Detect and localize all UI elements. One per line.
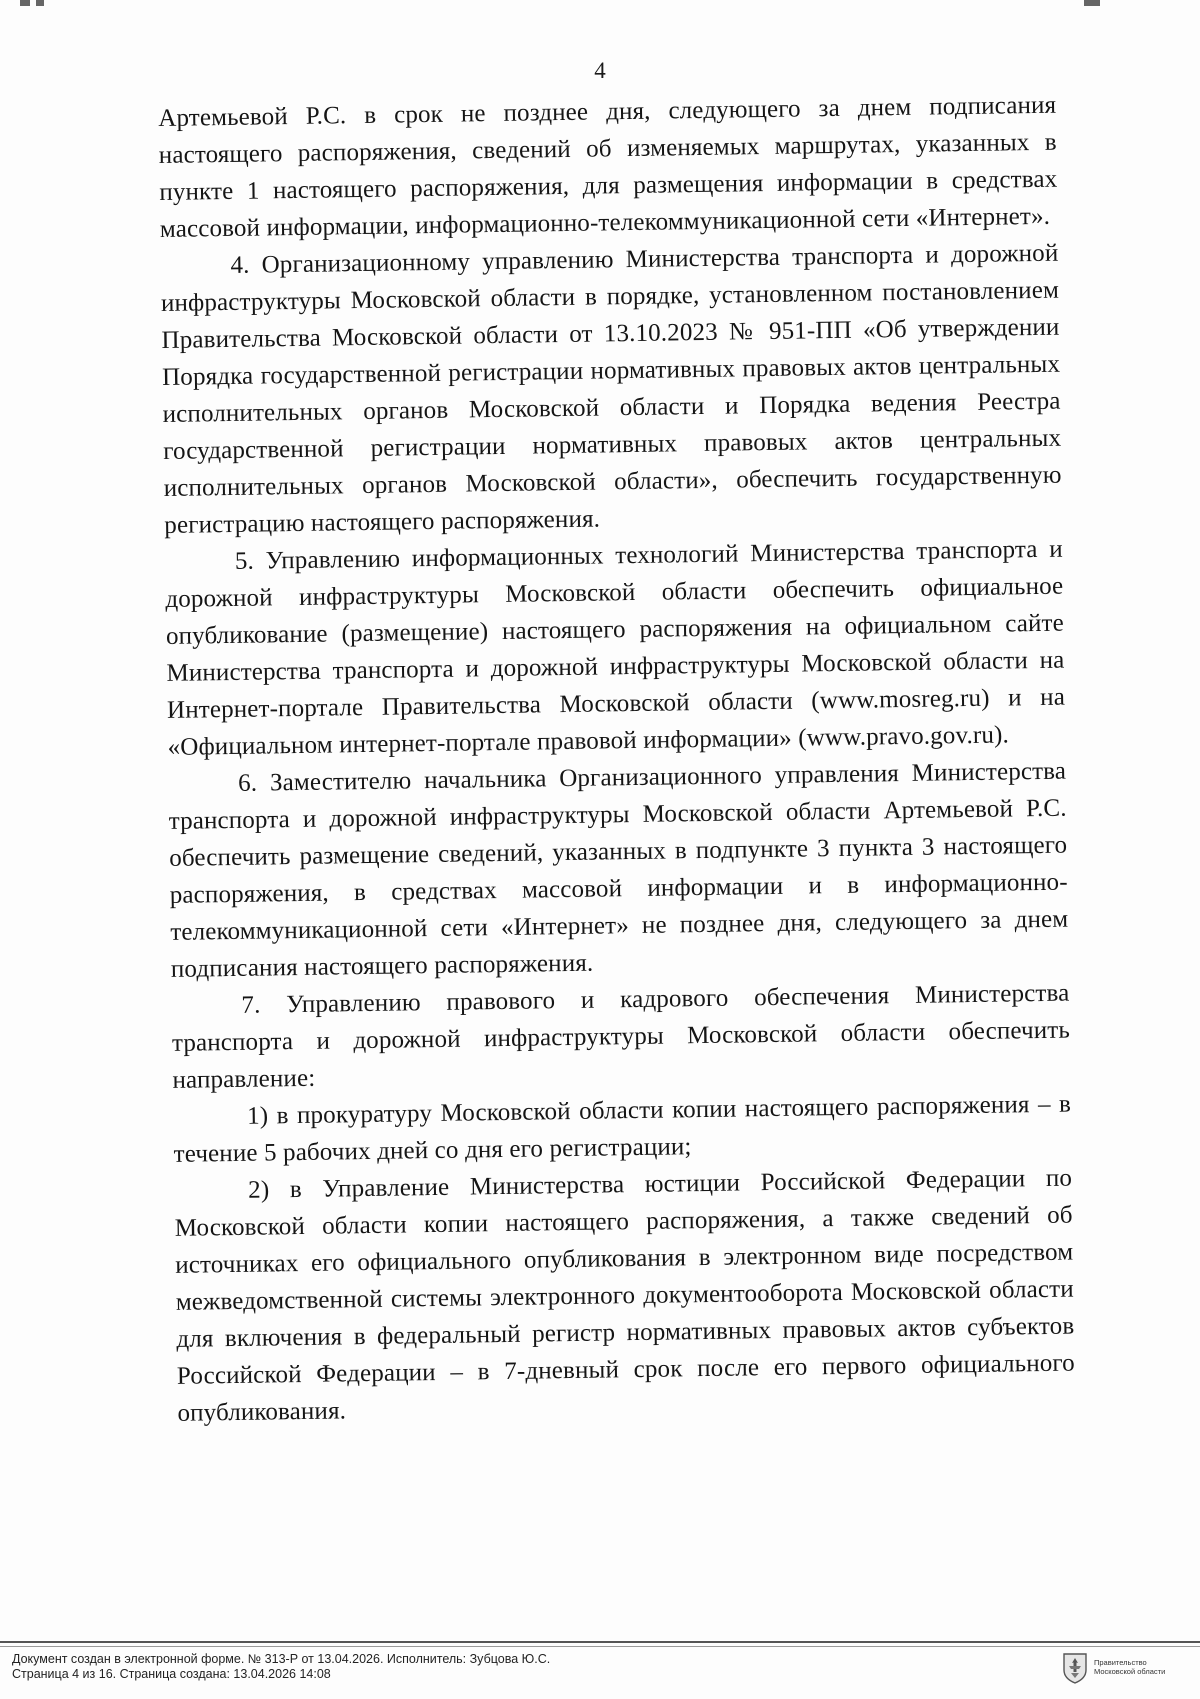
coat-of-arms-icon — [1062, 1652, 1088, 1684]
paragraph-item-5: 5. Управлению информационных технологий Министерства транспорта и дорожной инфраструктуры Московской области обеспечить официальное опубликование (размещение) настоящего распоряжения на официальном сайте Министерства транспорта и дорожной инфраструктуры Московской области на Интернет-портале Правительства Московской области (www.mosreg.ru) и на «Официальном интернет-портале правовой информации» (www.pravo.gov.ru). — [165, 535, 1066, 761]
government-name — [1094, 1658, 1194, 1676]
document-footer — [12, 1652, 812, 1682]
footer-divider — [0, 1641, 1200, 1643]
footer-page-info: Страница 4 из 16. Страница создана: 13.04.2026 14:08 — [12, 1667, 331, 1681]
footer-divider — [0, 1646, 1200, 1647]
government-name-line-1: Правительство — [1094, 1658, 1147, 1667]
document-body — [158, 87, 1076, 1432]
subparagraph-2: 2) в Управление Министерства юстиции Российской Федерации по Московской области копии настоящего распоряжения, а также сведений об источниках его официального опубликования в электронном виде посредством межведомственной системы электронного документооборота Московской области для включения в федеральный регистр нормативных правовых актов субъектов Российской Федерации – в 7-дневный срок после его первого официального опубликования. — [174, 1164, 1076, 1427]
paragraph-continuation: Артемьевой Р.С. в срок не позднее дня, следующего за днем подписания настоящего распоряжения, сведений об изменяемых маршрутах, указанных в пункте 1 настоящего распоряжения, для размещения информации в средствах массовой информации, информационно-телекоммуникационной сети «Интернет». — [158, 91, 1058, 243]
scan-mark — [20, 0, 30, 6]
paragraph-item-6: 6. Заместителю начальника Организационного управления Министерства транспорта и дорожной инфраструктуры Московской области Артемьевой Р.С. обеспечить размещение сведений, указанных в подпункте 3 пункта 3 настоящего распоряжения, в средствах массовой информации и в информационно-телекоммуникационной сети «Интернет» не позднее дня, следующего за днем подписания настоящего распоряжения. — [168, 757, 1069, 983]
scan-mark — [1084, 0, 1100, 6]
government-logo — [1062, 1652, 1192, 1686]
subparagraph-1: 1) в прокуратуру Московской области копии настоящего распоряжения – в течение 5 рабочих дней со дня его регистрации; — [173, 1090, 1072, 1168]
footer-document-info: Документ создан в электронной форме. № 313-Р от 13.04.2026. Исполнитель: Зубцова Ю.С. — [12, 1652, 551, 1666]
scan-mark — [36, 0, 44, 6]
page-number: 4 — [594, 58, 606, 83]
government-name-line-2: Московской области — [1094, 1667, 1166, 1676]
paragraph-item-7: 7. Управлению правового и кадрового обеспечения Министерства транспорта и дорожной инфраструктуры Московской области обеспечить направление: — [171, 979, 1071, 1094]
paragraph-item-4: 4. Организационному управлению Министерства транспорта и дорожной инфраструктуры Московской области в порядке, установленном постановлением Правительства Московской области от 13.10.2023 № 951-ПП «Об утверждении Порядка государственной регистрации нормативных правовых актов центральных исполнительных органов Московской области и Порядка ведения Реестра государственной регистрации нормативных правовых актов центральных исполнительных органов Московской области», обеспечить государственную регистрацию настоящего распоряжения. — [160, 239, 1062, 539]
